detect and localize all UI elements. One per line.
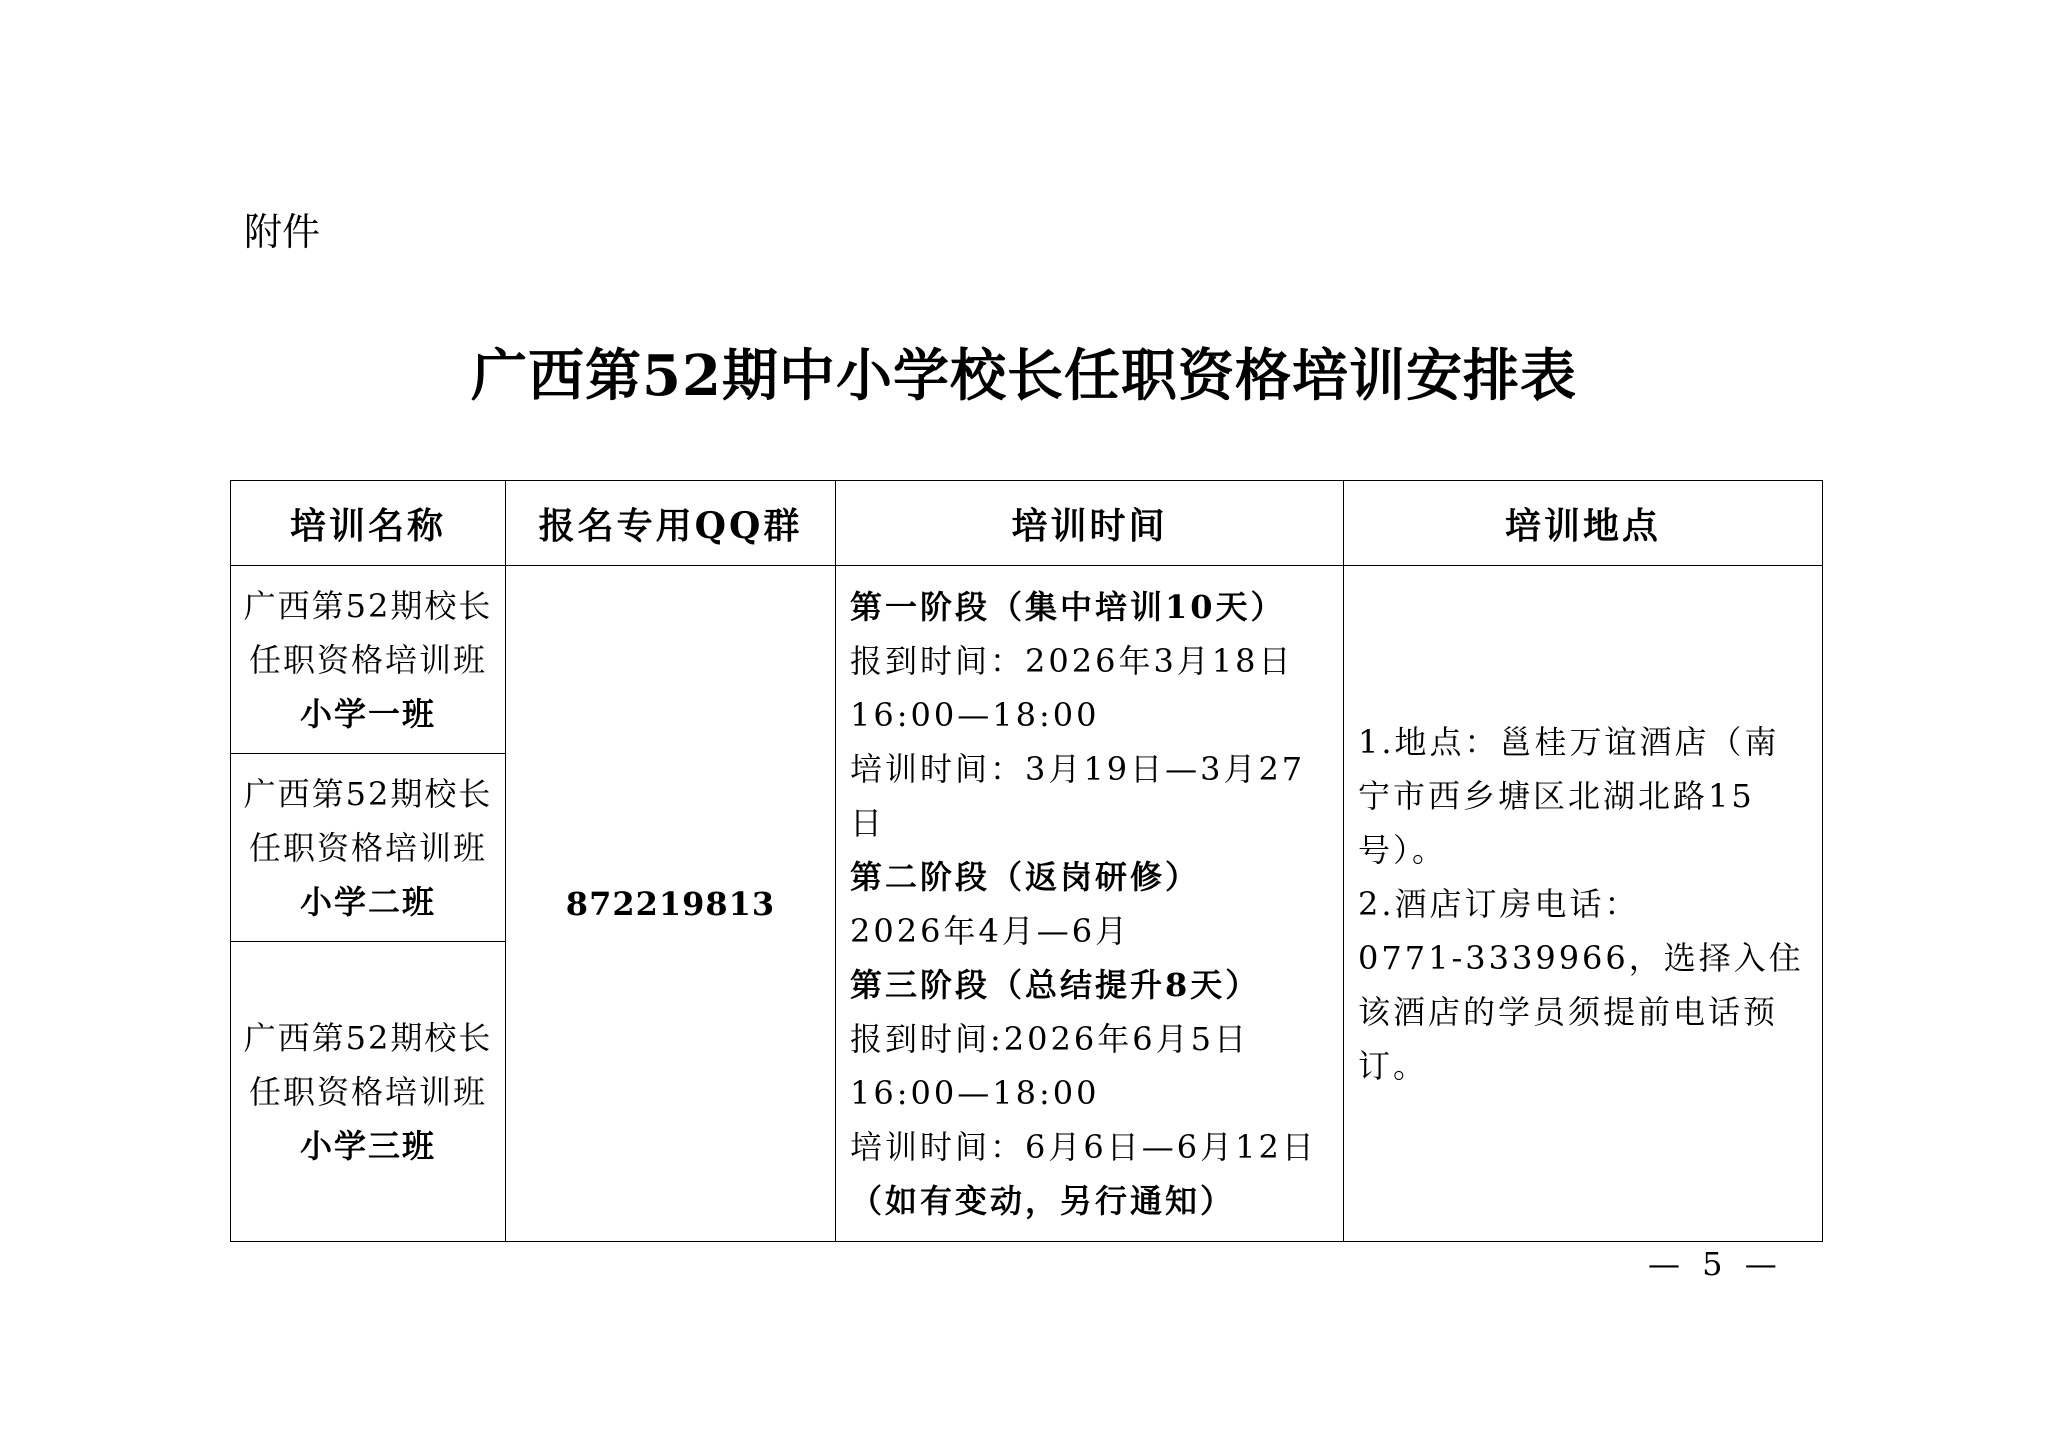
table-row bbox=[231, 566, 1823, 754]
class-cell-1 bbox=[231, 566, 506, 754]
page-number: — 5 — bbox=[1648, 1245, 1783, 1283]
table-header-row bbox=[231, 481, 1823, 566]
location-item-1: 1.地点：邕桂万谊酒店（南宁市西乡塘区北湖北路15号）。 bbox=[1358, 722, 1780, 869]
stage1-report-time: 报到时间：2026年3月18日16:00—18:00 bbox=[850, 641, 1294, 734]
class-line-2: 任职资格培训班 bbox=[248, 640, 487, 679]
class-line-1: 广西第52期校长 bbox=[243, 586, 493, 625]
stage2-period: 2026年4月—6月 bbox=[850, 911, 1131, 950]
class-name: 小学一班 bbox=[299, 694, 436, 733]
document-title: 广西第52期中小学校长任职资格培训安排表 bbox=[471, 343, 1577, 409]
header-training-name: 培训名称 bbox=[231, 481, 506, 566]
qq-group-cell: 872219813 bbox=[506, 566, 836, 1242]
header-training-time: 培训时间 bbox=[836, 481, 1344, 566]
class-cell-2 bbox=[231, 754, 506, 942]
class-line-2: 任职资格培训班 bbox=[248, 1072, 487, 1111]
training-location-cell bbox=[1344, 566, 1823, 1242]
attachment-label: 附件 bbox=[244, 210, 321, 254]
training-schedule-table bbox=[230, 480, 1823, 1242]
stage1-training-time: 培训时间：3月19日—3月27日 bbox=[850, 749, 1306, 842]
location-item-2-label: 2.酒店订房电话： bbox=[1358, 884, 1640, 923]
class-line-1: 广西第52期校长 bbox=[243, 774, 493, 813]
stage2-title: 第二阶段（返岗研修） bbox=[850, 857, 1201, 896]
class-line-2: 任职资格培训班 bbox=[248, 828, 487, 867]
stage3-report-time: 报到时间:2026年6月5日16:00—18:00 bbox=[850, 1019, 1249, 1112]
class-name: 小学三班 bbox=[299, 1126, 436, 1165]
class-line-1: 广西第52期校长 bbox=[243, 1018, 493, 1057]
header-qq-group: 报名专用QQ群 bbox=[506, 481, 836, 566]
location-item-2-detail: 0771-3339966，选择入住该酒店的学员须提前电话预订。 bbox=[1358, 938, 1804, 1085]
class-name: 小学二班 bbox=[299, 882, 436, 921]
stage3-title: 第三阶段（总结提升8天） bbox=[850, 965, 1261, 1004]
stage1-title: 第一阶段（集中培训10天） bbox=[850, 587, 1286, 626]
header-training-location: 培训地点 bbox=[1344, 481, 1823, 566]
class-cell-3 bbox=[231, 942, 506, 1242]
training-time-cell bbox=[836, 566, 1344, 1242]
stage3-training-time: 培训时间：6月6日—6月12日 bbox=[850, 1127, 1317, 1166]
change-note: （如有变动，另行通知） bbox=[850, 1181, 1236, 1220]
